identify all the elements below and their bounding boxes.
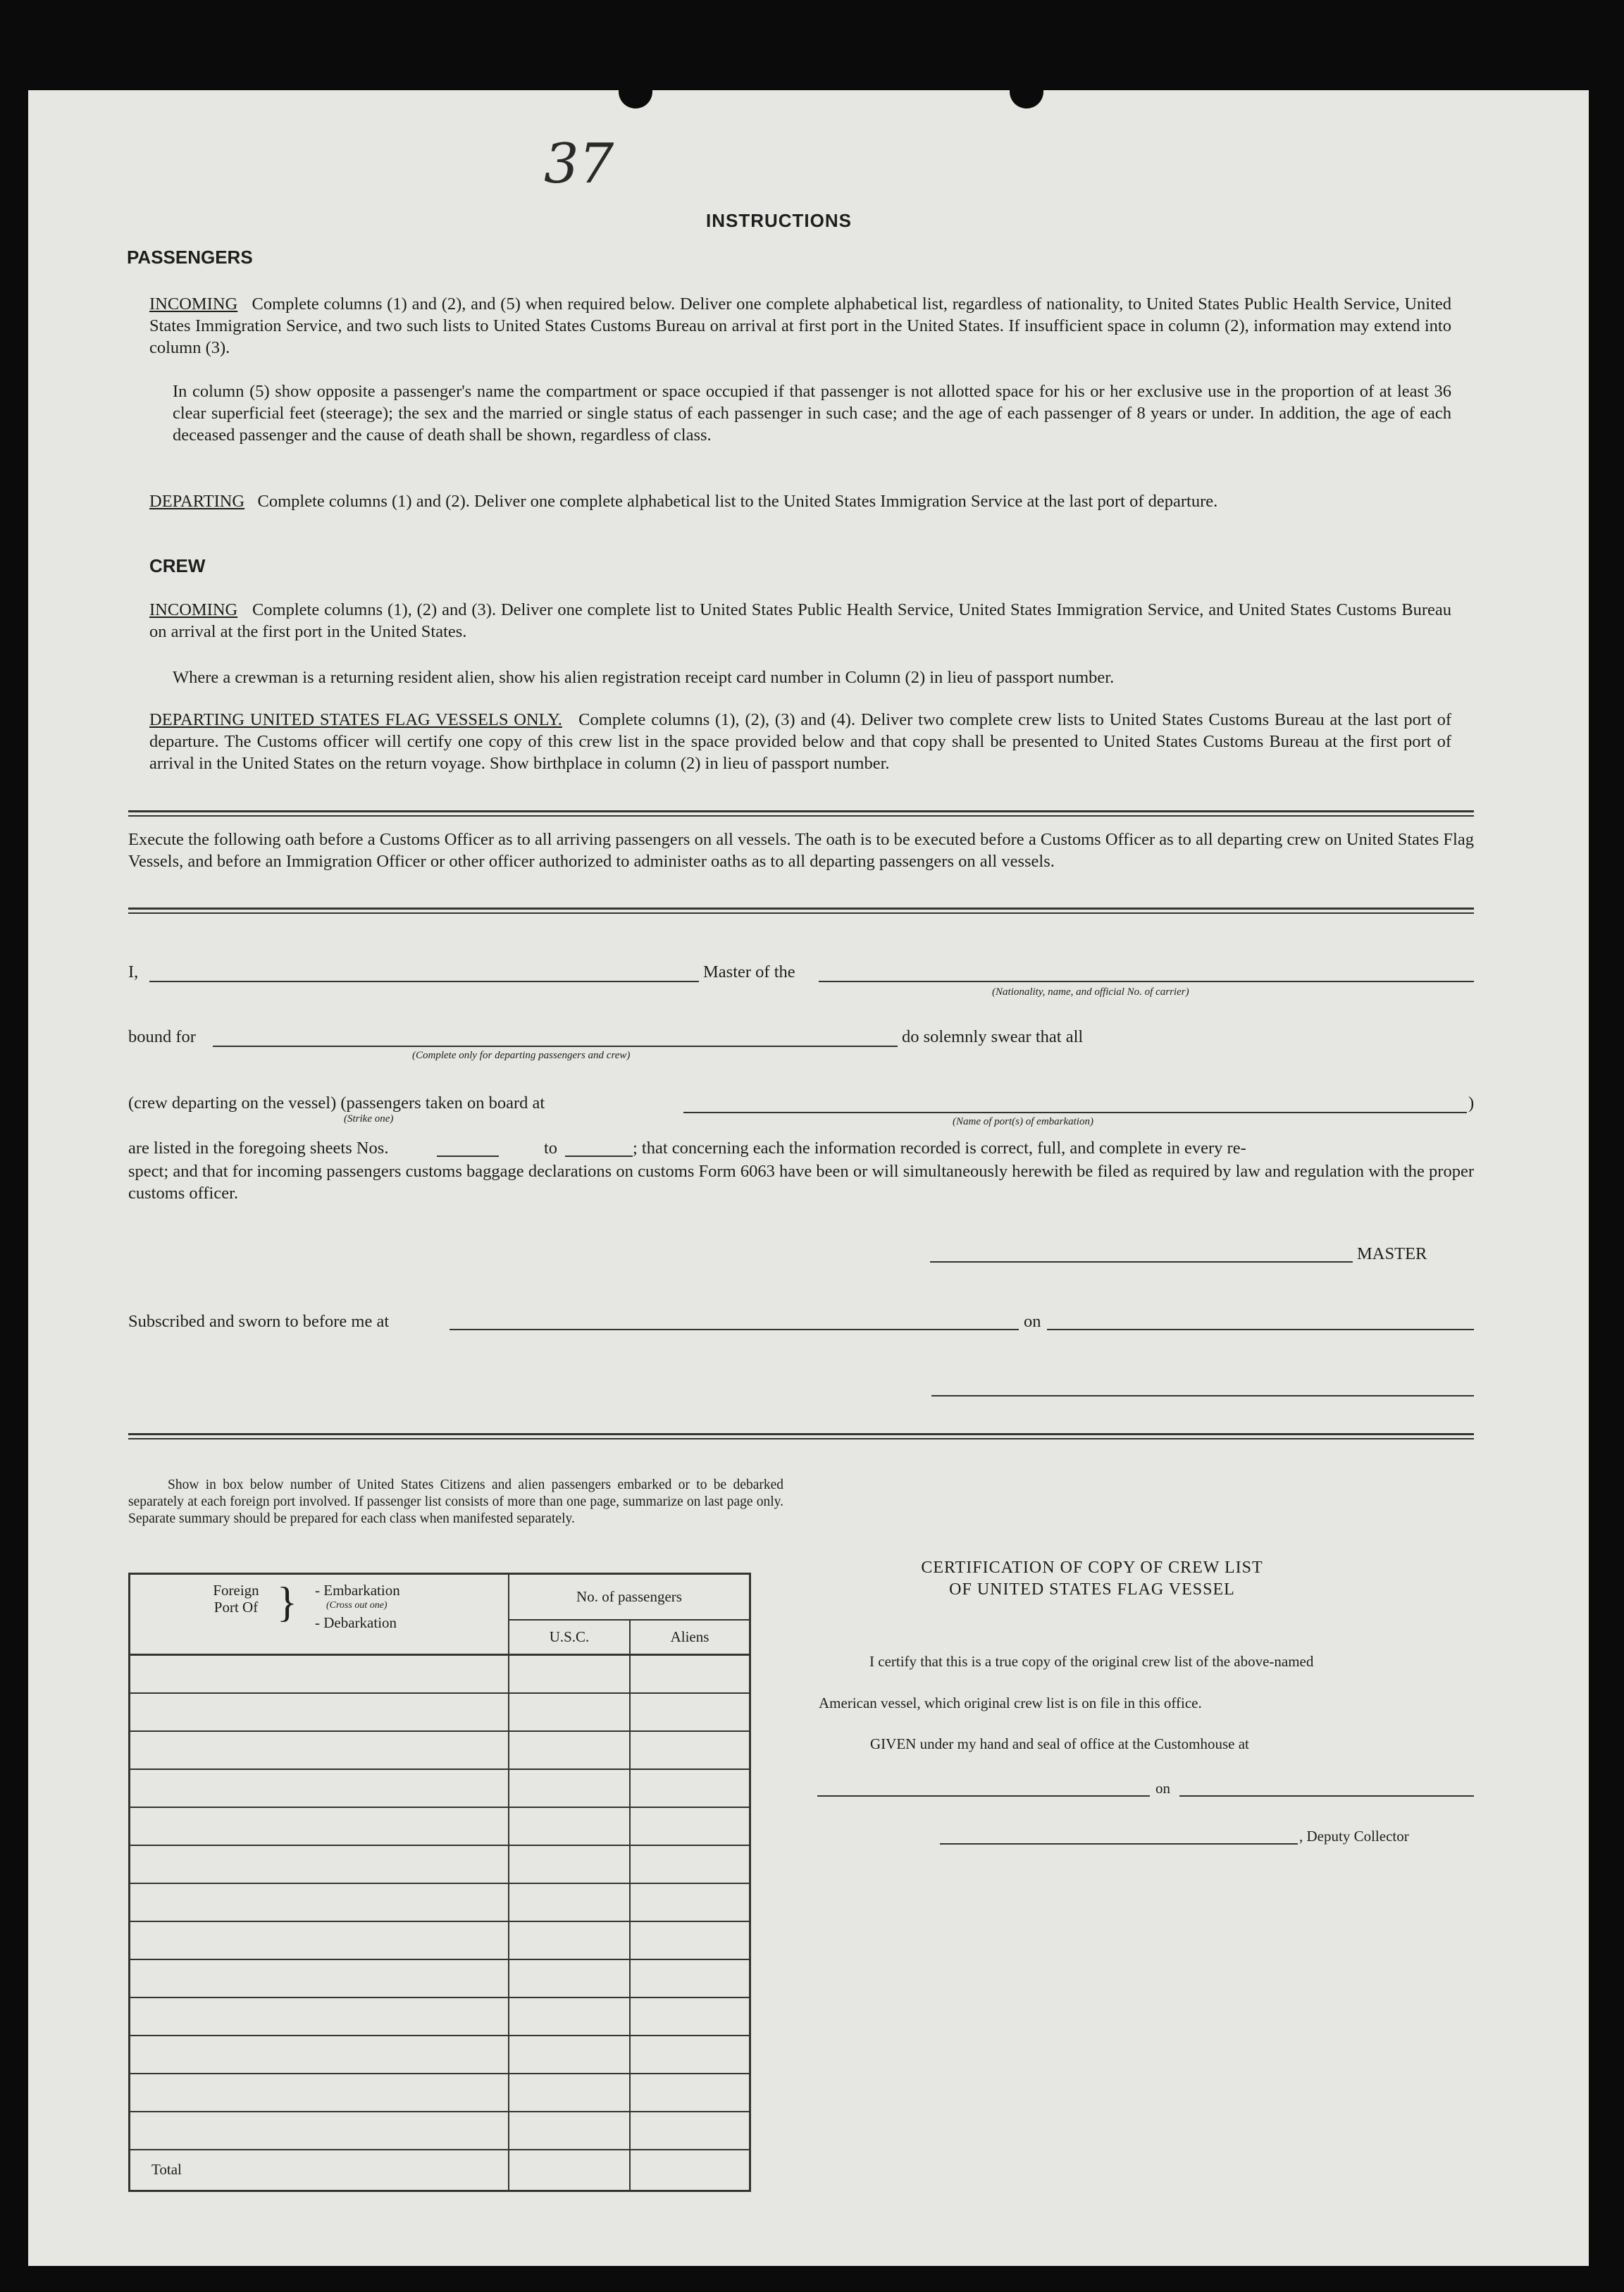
- usc-cell[interactable]: [509, 2036, 630, 2074]
- cert-on: on: [1155, 1780, 1170, 1797]
- passenger-summary-table: [128, 1573, 751, 2192]
- certify-line-1: I certify that this is a true copy of the original crew list of the above-named: [869, 1653, 1314, 1670]
- usc-cell[interactable]: [509, 1845, 630, 1883]
- form-sheet: [28, 90, 1589, 2266]
- usc-cell[interactable]: [509, 1921, 630, 1959]
- port-cell[interactable]: [130, 1731, 509, 1769]
- subscribed-date-line[interactable]: [1047, 1329, 1474, 1330]
- section-divider: [128, 1433, 1474, 1439]
- table-row[interactable]: [130, 1997, 750, 2036]
- total-usc-cell[interactable]: [509, 2150, 630, 2191]
- crew-incoming: [149, 599, 1451, 643]
- cert-date-line[interactable]: [1179, 1795, 1474, 1797]
- listed-a: are listed in the foregoing sheets Nos.: [128, 1139, 389, 1158]
- passengers-incoming-text: Complete columns (1) and (2), and (5) when required below. Deliver one complete alphabetical list, regardless of nationality, to United States Public Health Service, United States Immigration Service, and two such lists to United States Customs Bureau on arrival at first port in the United States. If insufficient space in column (2), information may extend into column (3).: [149, 295, 1452, 357]
- complete-only-note: (Complete only for departing passengers and crew): [412, 1050, 631, 1061]
- punch-hole: [619, 75, 652, 109]
- sheet-to-line[interactable]: [565, 1156, 633, 1157]
- aliens-cell[interactable]: [630, 1769, 750, 1807]
- table-row[interactable]: [130, 1883, 750, 1921]
- passengers-heading: PASSENGERS: [127, 247, 253, 268]
- table-row[interactable]: [130, 1769, 750, 1807]
- summary-instructions: Show in box below number of United States Citizens and alien passengers embarked or to be debarked separately at each foreign port involved. If passenger list consists of more than one page, summarize on last page only. Separate summary should be prepared for each class when manifested separately.: [128, 1478, 783, 1526]
- total-row: [130, 2150, 750, 2191]
- foreign-port-header: [130, 1574, 509, 1655]
- table-row[interactable]: [130, 2112, 750, 2150]
- port-cell[interactable]: [130, 1883, 509, 1921]
- port-cell[interactable]: [130, 1769, 509, 1807]
- master-of-label: Master of the: [703, 962, 795, 981]
- usc-cell[interactable]: [509, 1997, 630, 2036]
- listed-c: spect; and that for incoming passengers customs baggage declarations on customs Form 6063 have been or will simultaneously herewith be filed as required by law and regulation with the proper customs officer.: [128, 1162, 1474, 1203]
- passengers-departing: [149, 490, 1451, 512]
- punch-hole: [1010, 75, 1043, 109]
- crew-departing: [149, 709, 1451, 774]
- port-cell[interactable]: [130, 1997, 509, 2036]
- master-signature-line[interactable]: [930, 1261, 1353, 1263]
- carrier-line[interactable]: [819, 981, 1474, 982]
- certification-heading-2: OF UNITED STATES FLAG VESSEL: [949, 1580, 1235, 1599]
- swear-text: do solemnly swear that all: [902, 1027, 1084, 1046]
- bound-for-line[interactable]: [213, 1046, 898, 1047]
- port-cell[interactable]: [130, 1655, 509, 1694]
- crew-incoming-label: INCOMING: [149, 600, 238, 619]
- master-name-line[interactable]: [149, 981, 699, 982]
- debarkation-label: - Debarkation: [315, 1614, 397, 1631]
- passengers-column5: In column (5) show opposite a passenger's name the compartment or space occupied if that passenger is not allotted space for his or her exclusive use in the proportion of at least 36 clear superficial feet (steerage); the sex and the married or single status of each passenger in such case; and the age of each passenger of 8 years or under. In addition, the age of each deceased passenger and the cause of death shall be shown, regardless of class.: [173, 382, 1451, 445]
- subscribed-place-line[interactable]: [450, 1329, 1019, 1330]
- ports-note: (Name of port(s) of embarkation): [953, 1116, 1093, 1127]
- close-paren: ): [1468, 1094, 1475, 1113]
- port-cell[interactable]: [130, 1693, 509, 1731]
- aliens-header: Aliens: [630, 1620, 750, 1654]
- handwritten-page-number: 37: [544, 132, 614, 196]
- total-label: Total: [130, 2150, 509, 2191]
- total-aliens-cell[interactable]: [630, 2150, 750, 2191]
- carrier-note: (Nationality, name, and official No. of carrier): [992, 986, 1189, 998]
- usc-cell[interactable]: [509, 2112, 630, 2150]
- listed-b: ; that concerning each the information recorded is correct, full, and complete in every re-: [633, 1139, 1246, 1158]
- aliens-cell[interactable]: [630, 1921, 750, 1959]
- given-text: GIVEN under my hand and seal of office at the Customhouse at: [870, 1735, 1249, 1752]
- usc-cell[interactable]: [509, 1731, 630, 1769]
- passengers-departing-text: Complete columns (1) and (2). Deliver one complete alphabetical list to the United States Immigration Service at the last port of departure.: [257, 492, 1218, 511]
- sheet-from-line[interactable]: [437, 1156, 499, 1157]
- crew-resident-note: Where a crewman is a returning resident alien, show his alien registration receipt card number in Column (2) in lieu of passport number.: [173, 668, 1115, 687]
- table-row[interactable]: [130, 1693, 750, 1731]
- deputy-collector-label: , Deputy Collector: [1299, 1828, 1409, 1845]
- instructions-title: INSTRUCTIONS: [706, 210, 852, 231]
- departing-label: DEPARTING: [149, 492, 245, 511]
- aliens-cell[interactable]: [630, 1959, 750, 1997]
- master-label: MASTER: [1357, 1244, 1427, 1263]
- crew-departing-text: Complete columns (1), (2), (3) and (4). Deliver two complete crew lists to United States Customs Bureau at the last port of departure. The Customs officer will certify one copy of this crew list in the space provided below and that copy shall be presented to United States Customs Bureau at the first port of arrival in the United States on the return voyage. Show birthplace in column (2) in lieu of passport number.: [149, 710, 1451, 773]
- aliens-cell[interactable]: [630, 1731, 750, 1769]
- brace: }: [277, 1579, 297, 1625]
- aliens-cell[interactable]: [630, 2036, 750, 2074]
- usc-cell[interactable]: [509, 1959, 630, 1997]
- section-divider: [128, 810, 1474, 817]
- port-cell[interactable]: [130, 2074, 509, 2112]
- officer-signature-line[interactable]: [931, 1395, 1474, 1396]
- usc-cell[interactable]: [509, 1807, 630, 1845]
- table-header-row: [130, 1574, 750, 1621]
- usc-cell[interactable]: [509, 1655, 630, 1694]
- cross-out-note: (Cross out one): [326, 1600, 388, 1611]
- crew-incoming-text: Complete columns (1), (2) and (3). Deliver one complete list to United States Public Health Service, United States Immigration Service, and United States Customs Bureau on arrival at the first port in the United States.: [149, 600, 1451, 641]
- certify-line-2: American vessel, which original crew list is on file in this office.: [819, 1695, 1202, 1711]
- strike-one-note: (Strike one): [344, 1113, 394, 1125]
- table-row[interactable]: [130, 1959, 750, 1997]
- aliens-cell[interactable]: [630, 2112, 750, 2150]
- aliens-cell[interactable]: [630, 1655, 750, 1694]
- port-cell[interactable]: [130, 1845, 509, 1883]
- aliens-cell[interactable]: [630, 1845, 750, 1883]
- port-cell[interactable]: [130, 1959, 509, 1997]
- passengers-incoming: [149, 293, 1451, 359]
- table-row[interactable]: [130, 2074, 750, 2112]
- aliens-cell[interactable]: [630, 1883, 750, 1921]
- foreign-port-label: Foreign Port Of: [213, 1582, 259, 1616]
- port-cell[interactable]: [130, 1921, 509, 1959]
- table-row[interactable]: [130, 1845, 750, 1883]
- usc-header: U.S.C.: [509, 1620, 630, 1654]
- embarkation-label: - Embarkation: [315, 1582, 400, 1599]
- usc-cell[interactable]: [509, 1693, 630, 1731]
- aliens-cell[interactable]: [630, 1693, 750, 1731]
- oath-intro: Execute the following oath before a Customs Officer as to all arriving passengers on all vessels. The oath is to be executed before a Customs Officer as to all departing crew on United States Flag Vessels, and before an Immigration Officer or other officer authorized to administer oaths as to all departing passengers on all vessels.: [128, 830, 1474, 871]
- incoming-label: INCOMING: [149, 295, 238, 314]
- oath-i-label: I,: [128, 962, 139, 981]
- subscribed-label: Subscribed and sworn to before me at: [128, 1312, 390, 1331]
- table-row[interactable]: [130, 1655, 750, 1694]
- subscribed-on: on: [1024, 1312, 1041, 1331]
- no-of-passengers-header: No. of passengers: [509, 1574, 750, 1621]
- certification-heading: [838, 1557, 1346, 1601]
- usc-cell[interactable]: [509, 1883, 630, 1921]
- usc-cell[interactable]: [509, 1769, 630, 1807]
- port-cell[interactable]: [130, 2112, 509, 2150]
- section-divider: [128, 907, 1474, 914]
- aliens-cell[interactable]: [630, 2074, 750, 2112]
- ports-line[interactable]: [683, 1112, 1467, 1113]
- table-row[interactable]: [130, 1807, 750, 1845]
- listed-to: to: [544, 1139, 558, 1158]
- customhouse-line[interactable]: [817, 1795, 1150, 1797]
- bound-for-label: bound for: [128, 1027, 196, 1046]
- crew-heading: CREW: [149, 555, 206, 576]
- table-row[interactable]: [130, 1921, 750, 1959]
- table-row[interactable]: [130, 1731, 750, 1769]
- usc-cell[interactable]: [509, 2074, 630, 2112]
- table-row[interactable]: [130, 2036, 750, 2074]
- aliens-cell[interactable]: [630, 1997, 750, 2036]
- certification-heading-1: CERTIFICATION OF COPY OF CREW LIST: [921, 1559, 1263, 1577]
- aliens-cell[interactable]: [630, 1807, 750, 1845]
- port-cell[interactable]: [130, 2036, 509, 2074]
- crew-departing-label: DEPARTING UNITED STATES FLAG VESSELS ONLY.: [149, 710, 562, 729]
- deputy-signature-line[interactable]: [940, 1843, 1298, 1845]
- port-cell[interactable]: [130, 1807, 509, 1845]
- crew-departing-oath: (crew departing on the vessel) (passengers taken on board at: [128, 1094, 545, 1113]
